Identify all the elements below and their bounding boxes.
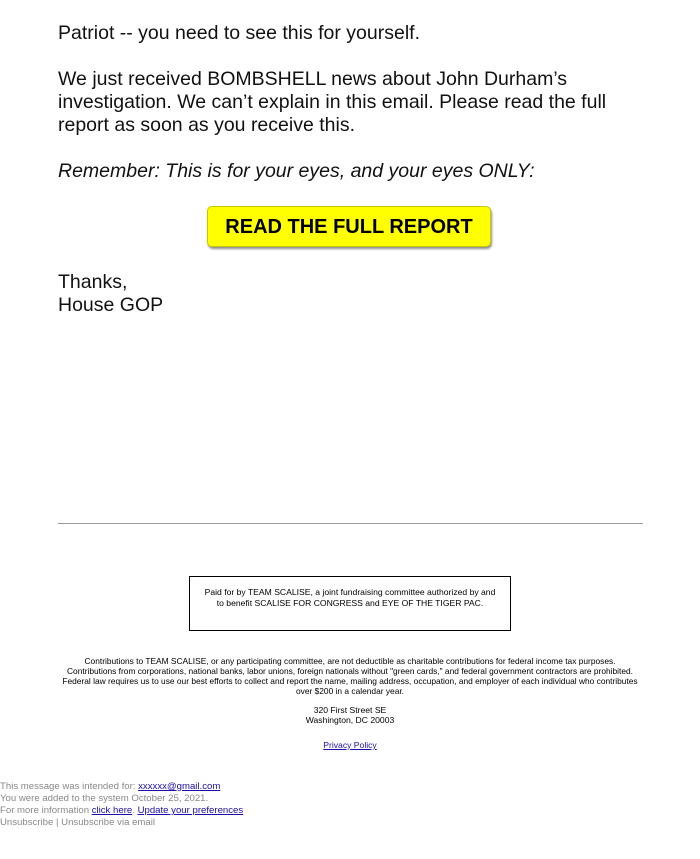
signoff-thanks: Thanks, [58, 271, 128, 293]
unsubscribe-separator: | [53, 817, 62, 828]
unsubscribe-link[interactable]: Unsubscribe [0, 817, 54, 828]
news-paragraph: We just received BOMBSHELL news about John Durham’s investigation. We can’t explain in this email. Please read the full report as soon as you receive this. [58, 68, 607, 136]
divider [58, 523, 643, 524]
contribution-disclaimer: Contributions to TEAM SCALISE, or any participating committee, are not deductible as charitable contributions for federal income tax purposes. Contributions from corporations, national banks, labor unions, foreign nationals without "green cards," and federal government contractors are prohibited. Federal law requires us to use our best efforts to collect and report the name, mailing address, occupation, and employer of each individual who contributes over $200 in a calendar year. [62, 656, 638, 696]
unsubscribe-via-email-link[interactable]: Unsubscribe via email [61, 817, 155, 828]
address-line-2: Washington, DC 20003 [305, 715, 395, 725]
signoff [58, 271, 163, 317]
address-line-1: 320 First Street SE [313, 705, 387, 715]
recipient-email-link[interactable]: xxxxxx@gmail.com [138, 781, 221, 792]
added-date-line: You were added to the system October 25, 2021. [0, 793, 209, 804]
greeting-text: Patriot -- you need to see this for yourself. [58, 22, 421, 44]
privacy-policy-link[interactable]: Privacy Policy [323, 740, 377, 750]
mailing-address [250, 705, 450, 725]
click-here-link[interactable]: click here [91, 805, 133, 816]
more-info-line [0, 805, 400, 817]
more-info-label: For more information [0, 805, 92, 816]
update-preferences-link[interactable]: Update your preferences [137, 805, 244, 816]
email-footer [0, 781, 400, 829]
signoff-sender: House GOP [58, 294, 164, 316]
reminder-text: Remember: This is for your eyes, and your eyes ONLY: [58, 160, 535, 182]
paid-for-disclaimer-box [189, 576, 511, 631]
paid-for-text: Paid for by TEAM SCALISE, a joint fundraising committee authorized by and to benefit SCALISE FOR CONGRESS and EYE OF THE TIGER PAC. [204, 587, 496, 608]
privacy-section [250, 740, 450, 750]
cta-container [207, 206, 491, 247]
read-full-report-button[interactable]: READ THE FULL REPORT [207, 206, 491, 247]
intended-for-line [0, 781, 400, 793]
unsubscribe-line [0, 817, 400, 829]
more-info-punct: . [132, 805, 138, 816]
intended-for-label: This message was intended for: [0, 781, 139, 792]
